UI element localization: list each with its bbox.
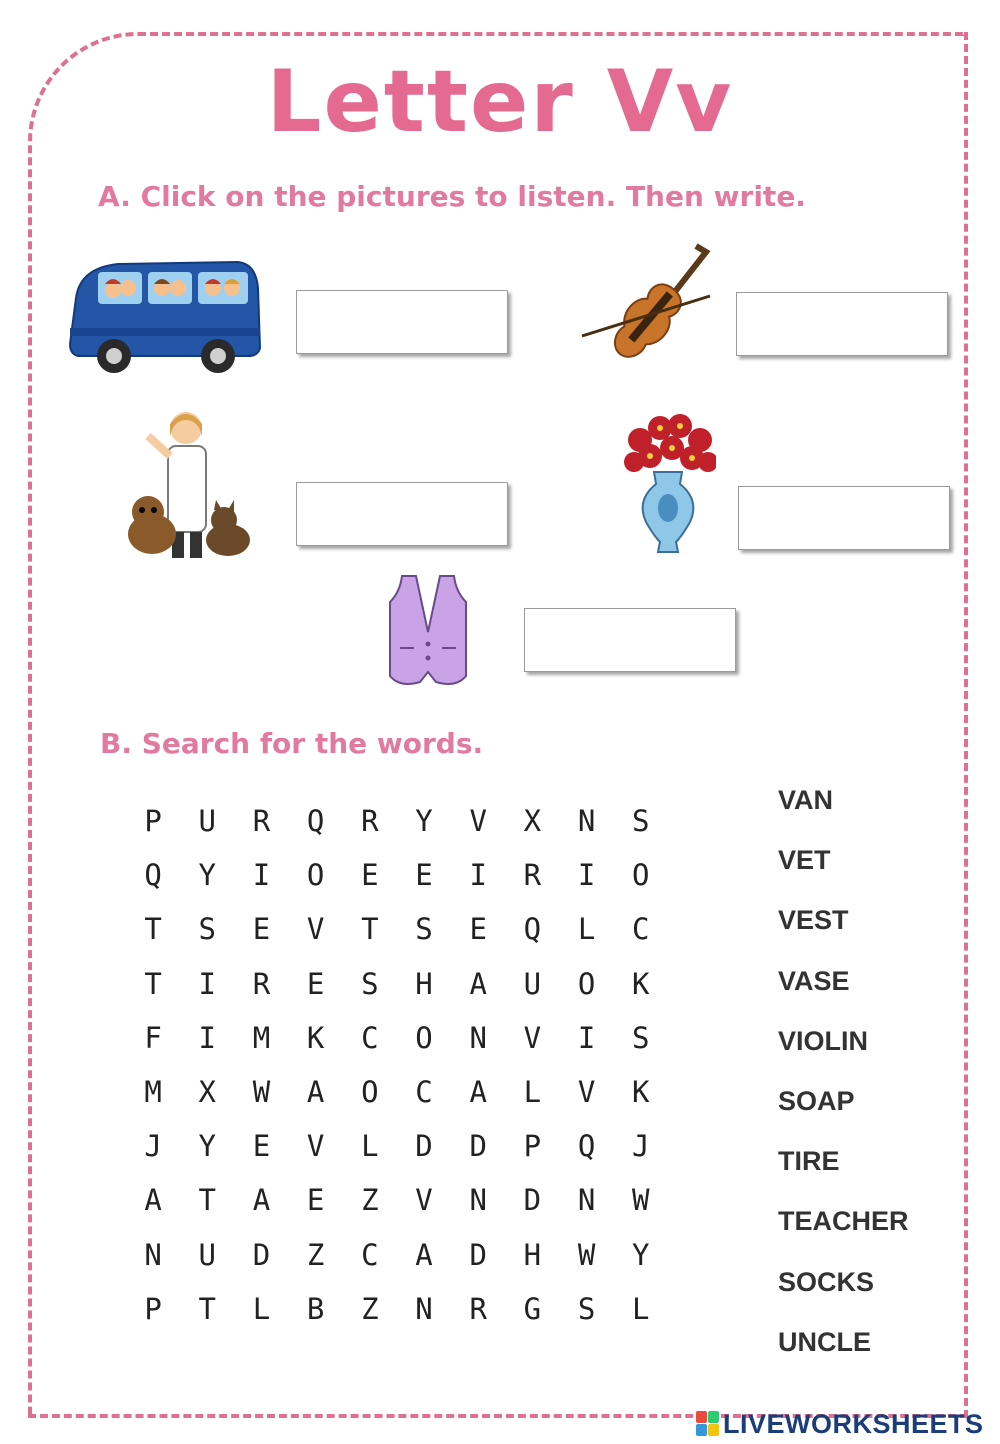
grid-cell[interactable]: E <box>252 912 271 947</box>
grid-cell[interactable]: L <box>252 1291 271 1326</box>
grid-cell[interactable]: Y <box>632 1237 650 1272</box>
answer-box-vet[interactable] <box>296 482 508 546</box>
grid-cell[interactable]: S <box>198 912 217 947</box>
grid-row <box>126 1011 668 1065</box>
grid-cell[interactable]: S <box>415 912 433 947</box>
grid-cell[interactable]: N <box>469 1020 487 1055</box>
grid-cell[interactable]: U <box>198 1237 217 1272</box>
page-title: Letter Vv <box>266 52 734 152</box>
word-list-item: SOCKS <box>778 1266 875 1297</box>
grid-cell[interactable]: L <box>523 1075 542 1110</box>
grid-cell[interactable]: N <box>415 1291 433 1326</box>
section-a-heading: A. Click on the pictures to listen. Then write. <box>98 180 806 213</box>
grid-cell[interactable]: T <box>144 912 162 947</box>
grid-cell[interactable]: E <box>252 1129 271 1164</box>
grid-cell[interactable]: H <box>523 1237 542 1272</box>
grid-cell[interactable]: D <box>415 1129 433 1164</box>
grid-cell[interactable]: W <box>577 1237 596 1272</box>
grid-cell[interactable]: O <box>361 1075 379 1110</box>
grid-row <box>126 1282 668 1336</box>
grid-cell[interactable]: U <box>523 966 542 1001</box>
grid-cell[interactable]: X <box>198 1075 217 1110</box>
grid-cell[interactable]: A <box>144 1183 162 1218</box>
grid-cell[interactable]: D <box>252 1237 271 1272</box>
grid-cell[interactable]: F <box>144 1020 162 1055</box>
grid-cell[interactable]: E <box>361 858 379 893</box>
grid-cell[interactable]: W <box>632 1183 650 1218</box>
grid-cell[interactable]: Z <box>361 1291 379 1326</box>
grid-cell[interactable]: P <box>144 804 162 839</box>
grid-cell[interactable]: N <box>144 1237 162 1272</box>
grid-cell[interactable]: N <box>469 1183 487 1218</box>
grid-row <box>126 902 668 956</box>
grid-cell[interactable]: V <box>306 1129 325 1164</box>
word-list-item: VET <box>778 845 831 876</box>
violin-icon[interactable] <box>578 240 718 378</box>
grid-cell[interactable]: E <box>306 966 325 1001</box>
grid-cell[interactable]: W <box>252 1075 271 1110</box>
grid-cell[interactable]: I <box>198 1020 217 1055</box>
grid-cell[interactable]: K <box>632 1075 650 1110</box>
grid-cell[interactable]: S <box>361 966 379 1001</box>
grid-cell[interactable]: O <box>415 1020 433 1055</box>
grid-cell[interactable]: J <box>144 1129 162 1164</box>
grid-cell[interactable]: T <box>198 1291 217 1326</box>
grid-cell[interactable]: L <box>361 1129 379 1164</box>
grid-cell[interactable]: I <box>252 858 271 893</box>
grid-cell[interactable]: Q <box>523 912 542 947</box>
grid-row <box>126 794 668 848</box>
grid-cell[interactable]: X <box>523 804 542 839</box>
answer-box-van[interactable] <box>296 290 508 354</box>
brand-logo-icon <box>696 1411 720 1437</box>
vase-icon[interactable] <box>620 412 716 560</box>
grid-cell[interactable]: V <box>523 1020 542 1055</box>
grid-cell[interactable]: N <box>577 1183 596 1218</box>
grid-cell[interactable]: M <box>144 1075 162 1110</box>
grid-cell[interactable]: R <box>252 966 271 1001</box>
grid-cell[interactable]: K <box>306 1020 325 1055</box>
word-list-item: SOAP <box>778 1085 855 1116</box>
grid-cell[interactable]: A <box>415 1237 433 1272</box>
grid-cell[interactable]: C <box>415 1075 433 1110</box>
grid-cell[interactable]: Z <box>361 1183 379 1218</box>
grid-cell[interactable]: U <box>198 804 217 839</box>
grid-cell[interactable]: Q <box>577 1129 596 1164</box>
word-list <box>778 780 909 1382</box>
grid-cell[interactable]: T <box>361 912 379 947</box>
grid-cell[interactable]: Y <box>415 804 433 839</box>
grid-cell[interactable]: I <box>577 1020 596 1055</box>
grid-cell[interactable]: A <box>469 966 487 1001</box>
grid-cell[interactable]: Y <box>198 858 217 893</box>
grid-cell[interactable]: G <box>523 1291 542 1326</box>
grid-row <box>126 957 668 1011</box>
word-list-item: VASE <box>778 965 850 996</box>
grid-cell[interactable]: V <box>306 912 325 947</box>
vest-icon[interactable] <box>386 572 470 696</box>
word-list-item: UNCLE <box>778 1326 871 1357</box>
van-icon[interactable] <box>68 258 264 382</box>
word-list-item: VAN <box>778 785 834 815</box>
grid-cell[interactable]: T <box>144 966 162 1001</box>
grid-cell[interactable]: Y <box>198 1129 217 1164</box>
grid-cell[interactable]: T <box>198 1183 217 1218</box>
grid-cell[interactable]: A <box>469 1075 487 1110</box>
answer-box-violin[interactable] <box>736 292 948 356</box>
grid-cell[interactable]: A <box>252 1183 271 1218</box>
grid-cell[interactable]: P <box>523 1129 542 1164</box>
grid-cell[interactable]: J <box>632 1129 650 1164</box>
grid-cell[interactable]: O <box>577 966 596 1001</box>
grid-cell[interactable]: Z <box>306 1237 325 1272</box>
grid-cell[interactable]: C <box>632 912 650 947</box>
word-list-item: VIOLIN <box>778 1025 869 1056</box>
answer-box-vase[interactable] <box>738 486 950 550</box>
grid-cell[interactable]: Q <box>306 804 325 839</box>
grid-cell[interactable]: R <box>523 858 542 893</box>
grid-cell[interactable]: I <box>577 858 596 893</box>
grid-cell[interactable]: D <box>469 1237 487 1272</box>
grid-cell[interactable]: R <box>252 804 271 839</box>
grid-cell[interactable]: R <box>361 804 379 839</box>
brand-text: LIVEWORKSHEETS <box>723 1408 984 1439</box>
grid-cell[interactable]: E <box>306 1183 325 1218</box>
grid-cell[interactable]: Q <box>144 858 162 893</box>
grid-row <box>126 848 668 902</box>
grid-cell[interactable]: C <box>361 1237 379 1272</box>
grid-cell[interactable]: O <box>632 858 650 893</box>
answer-box-vest[interactable] <box>524 608 736 672</box>
grid-cell[interactable]: M <box>252 1020 271 1055</box>
grid-row <box>126 1065 668 1119</box>
grid-cell[interactable]: E <box>415 858 433 893</box>
grid-cell[interactable]: L <box>632 1291 650 1326</box>
grid-cell[interactable]: E <box>469 912 487 947</box>
grid-cell[interactable]: H <box>415 966 433 1001</box>
grid-cell[interactable]: D <box>469 1129 487 1164</box>
word-list-item: VEST <box>778 905 849 936</box>
grid-cell[interactable]: A <box>306 1075 325 1110</box>
grid-cell[interactable]: S <box>632 804 650 839</box>
word-list-item: TIRE <box>778 1146 840 1177</box>
grid-cell[interactable]: O <box>306 858 325 893</box>
grid-cell[interactable]: I <box>469 858 487 893</box>
section-b-heading: B. Search for the words. <box>100 727 484 760</box>
grid-cell[interactable]: N <box>577 804 596 839</box>
vet-icon[interactable] <box>118 406 262 574</box>
grid-cell[interactable]: P <box>144 1291 162 1326</box>
grid-cell[interactable]: S <box>632 1020 650 1055</box>
word-list-item: TEACHER <box>778 1206 909 1237</box>
grid-cell[interactable]: L <box>577 912 596 947</box>
grid-row <box>126 1228 668 1282</box>
grid-cell[interactable]: C <box>361 1020 379 1055</box>
grid-cell[interactable]: D <box>523 1183 542 1218</box>
word-search-grid[interactable] <box>126 794 668 1336</box>
grid-cell[interactable]: B <box>306 1291 325 1326</box>
grid-cell[interactable]: V <box>577 1075 596 1110</box>
grid-cell[interactable]: R <box>469 1291 487 1326</box>
grid-row <box>126 1119 668 1173</box>
brand-watermark <box>696 1404 984 1444</box>
grid-cell[interactable]: K <box>632 966 650 1001</box>
grid-cell[interactable]: I <box>198 966 217 1001</box>
grid-cell[interactable]: V <box>469 804 487 839</box>
grid-cell[interactable]: S <box>577 1291 596 1326</box>
grid-row <box>126 1173 668 1227</box>
grid-cell[interactable]: V <box>415 1183 433 1218</box>
